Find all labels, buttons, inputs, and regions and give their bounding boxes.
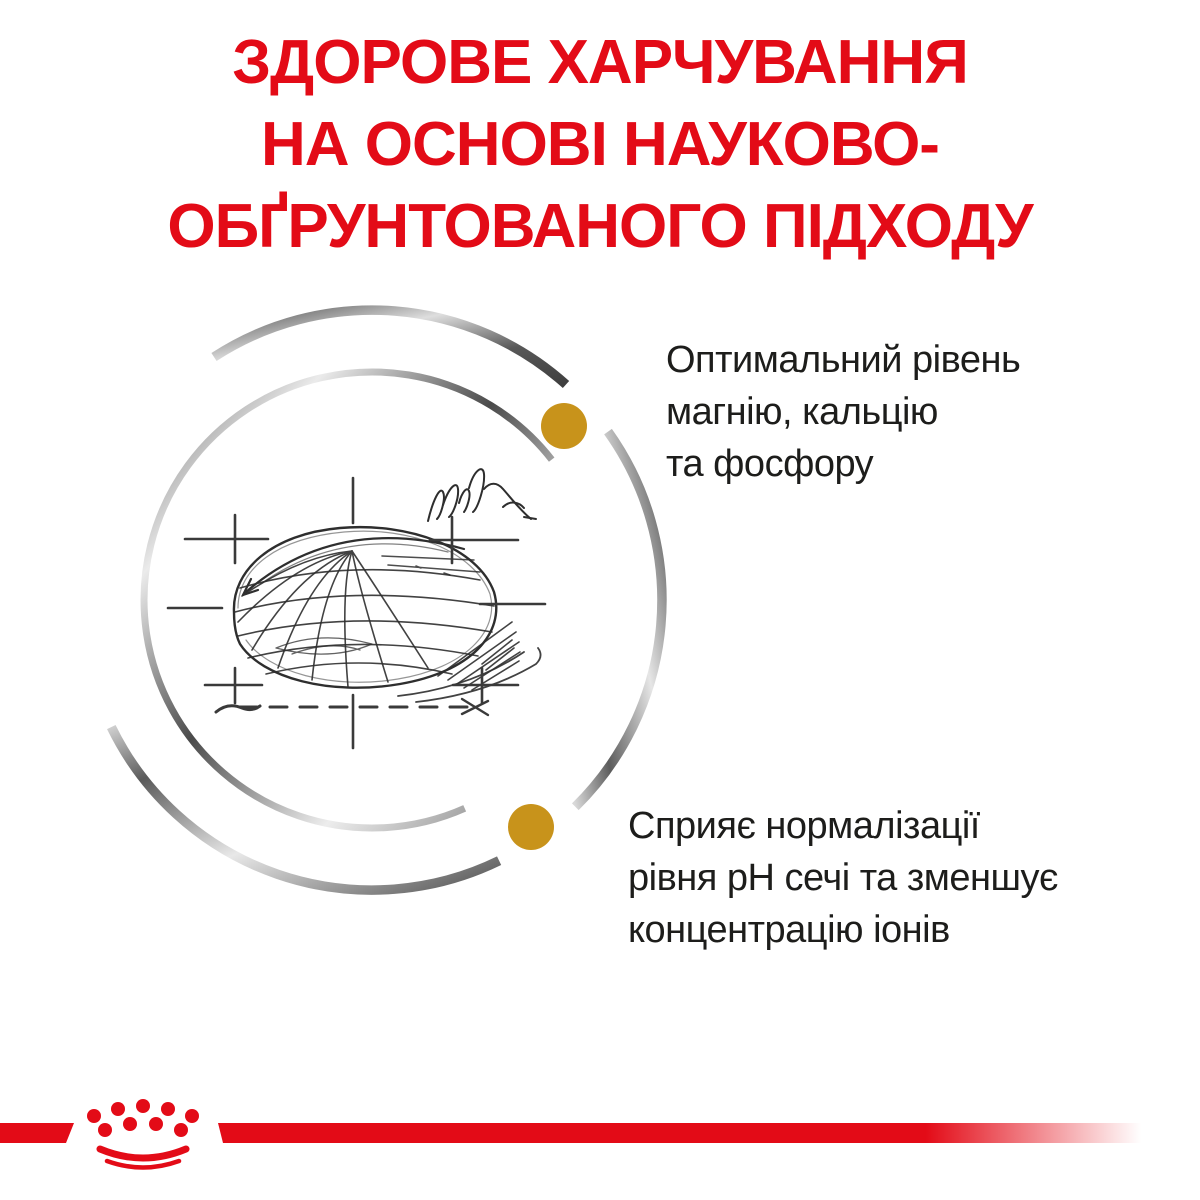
- title-line-1: ЗДОРОВЕ ХАРЧУВАННЯ: [232, 28, 968, 97]
- footer-bar-right: [218, 1123, 1200, 1143]
- outer-ring-bottom-arc: [111, 727, 499, 890]
- title-line-2: НА ОСНОВІ НАУКОВО-: [261, 110, 939, 179]
- dimension-marks: [168, 478, 545, 748]
- callout-ph-normalization: [628, 800, 1108, 956]
- gold-dot-top-icon: [541, 403, 587, 449]
- footer-brand-band: [0, 1099, 1200, 1168]
- kibble-technical-sketch-icon: [168, 469, 545, 748]
- footer-bar-left: [0, 1123, 74, 1143]
- outer-ring-right-arc: [575, 432, 662, 807]
- designer-signature: [428, 469, 536, 521]
- title-line-3: ОБҐРУНТОВАНОГО ПІДХОДУ: [167, 192, 1033, 261]
- inner-ring-arc: [144, 372, 552, 828]
- callout-line: та фосфору: [666, 443, 874, 485]
- callout-line: концентрацію іонів: [628, 909, 950, 951]
- callout-line: Оптимальний рівень: [666, 339, 1021, 381]
- callout-line: Сприяє нормалізації: [628, 805, 980, 847]
- orbit-rings: [111, 310, 662, 890]
- callout-markers: [508, 403, 587, 850]
- callout-line: магнію, кальцію: [666, 391, 938, 433]
- callout-line: рівня pH сечі та зменшує: [628, 857, 1058, 899]
- gold-dot-bottom-icon: [508, 804, 554, 850]
- royal-canin-crown-icon: [87, 1099, 199, 1168]
- page-title: [0, 22, 1200, 268]
- callout-optimal-minerals: [666, 334, 1086, 490]
